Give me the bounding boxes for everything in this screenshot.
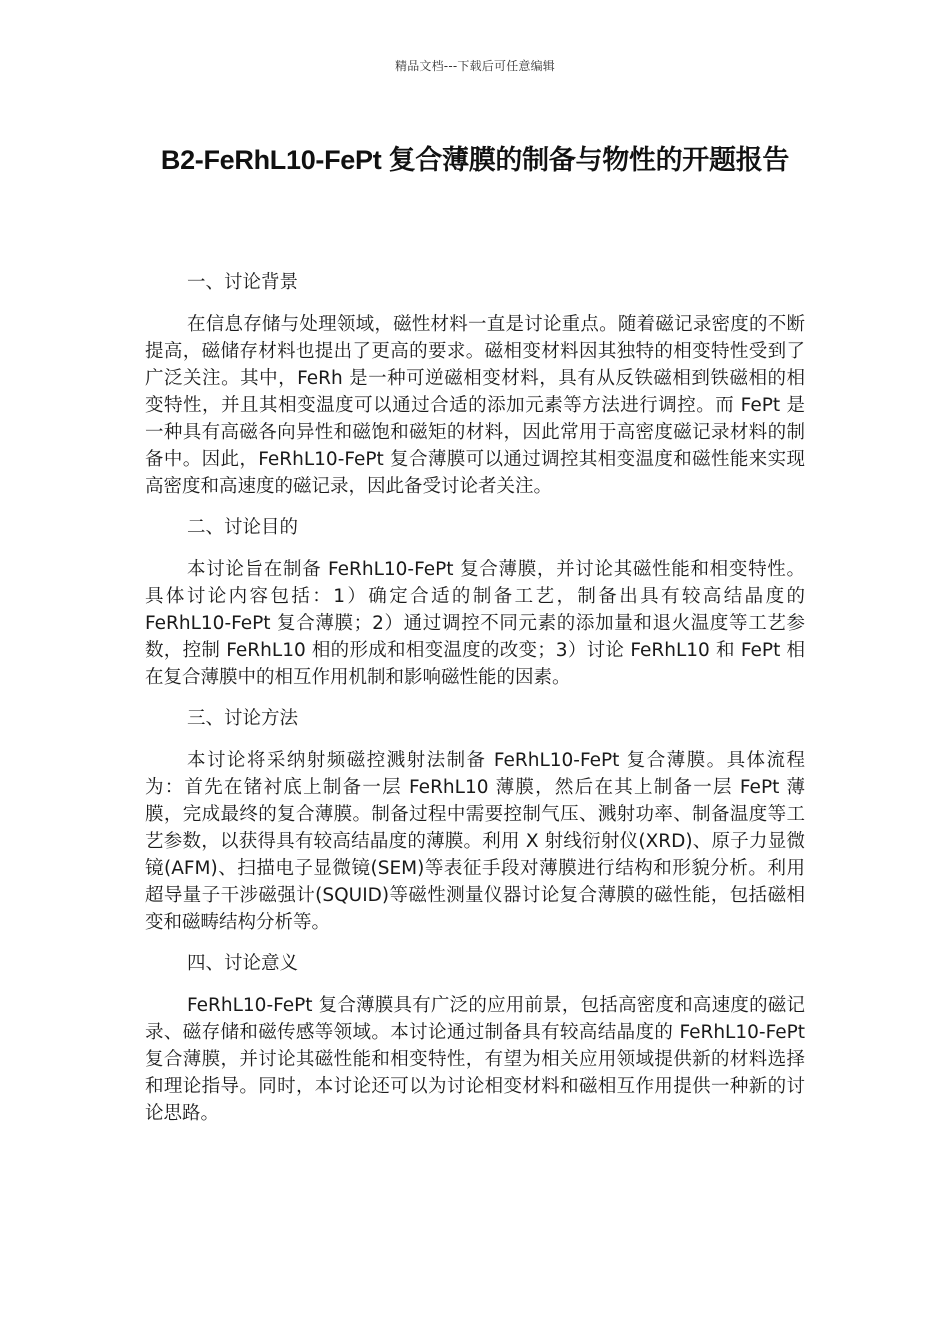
section-paragraph-purpose: 本讨论旨在制备 FeRhL10-FePt 复合薄膜，并讨论其磁性能和相变特性。具体讨论内容包括：1）确定合适的制备工艺，制备出具有较高结晶度的 FeRhL10-FePt 复合薄膜；2）通过调控不同元素的添加量和退火温度等工艺参数，控制 FeRhL10 相的形成和相变温度的改变；3）讨论 FeRhL10 和 FePt 相在复合薄膜中的相互作用机制和影响磁性能的因素。 — [145, 559, 805, 688]
section-heading-background: 一、讨论背景 — [187, 272, 299, 293]
section-heading-method: 三、讨论方法 — [187, 708, 299, 729]
document-body — [145, 270, 805, 1142]
section-paragraph-significance: FeRhL10-FePt 复合薄膜具有广泛的应用前景，包括高密度和高速度的磁记录、磁存储和磁传感等领域。本讨论通过制备具有较高结晶度的 FeRhL10-FePt 复合薄膜，并讨论其磁性能和相变特性，有望为相关应用领域提供新的材料选择和理论指导。同时，本讨论还可以为讨论相变材料和磁相互作用提供一种新的讨论思路。 — [145, 995, 805, 1124]
section-heading-purpose: 二、讨论目的 — [187, 517, 299, 538]
section-heading-significance: 四、讨论意义 — [187, 953, 299, 974]
section-paragraph-method: 本讨论将采纳射频磁控溅射法制备 FeRhL10-FePt 复合薄膜。具体流程为：首先在锗衬底上制备一层 FeRhL10 薄膜，然后在其上制备一层 FePt 薄膜，完成最终的复合薄膜。制备过程中需要控制气压、溅射功率、制备温度等工艺参数，以获得具有较高结晶度的薄膜。利用 X 射线衍射仪(XRD)、原子力显微镜(AFM)、扫描电子显微镜(SEM)等表征手段对薄膜进行结构和形貌分析。利用超导量子干涉磁强计(SQUID)等磁性测量仪器讨论复合薄膜的磁性能，包括磁相变和磁畴结构分析等。 — [145, 750, 805, 933]
document-title: B2-FeRhL10-FePt 复合薄膜的制备与物性的开题报告 — [160, 145, 790, 175]
section-paragraph-background: 在信息存储与处理领域，磁性材料一直是讨论重点。随着磁记录密度的不断提高，磁储存材料也提出了更高的要求。磁相变材料因其独特的相变特性受到了广泛关注。其中，FeRh 是一种可逆磁相变材料，具有从反铁磁相到铁磁相的相变特性，并且其相变温度可以通过合适的添加元素等方法进行调控。而 FePt 是一种具有高磁各向异性和磁饱和磁矩的材料，因此常用于高密度磁记录材料的制备中。因此，FeRhL10-FePt 复合薄膜可以通过调控其相变温度和磁性能来实现高密度和高速度的磁记录，因此备受讨论者关注。 — [145, 314, 805, 497]
header-note: 精品文档---下载后可任意编辑 — [395, 59, 555, 73]
